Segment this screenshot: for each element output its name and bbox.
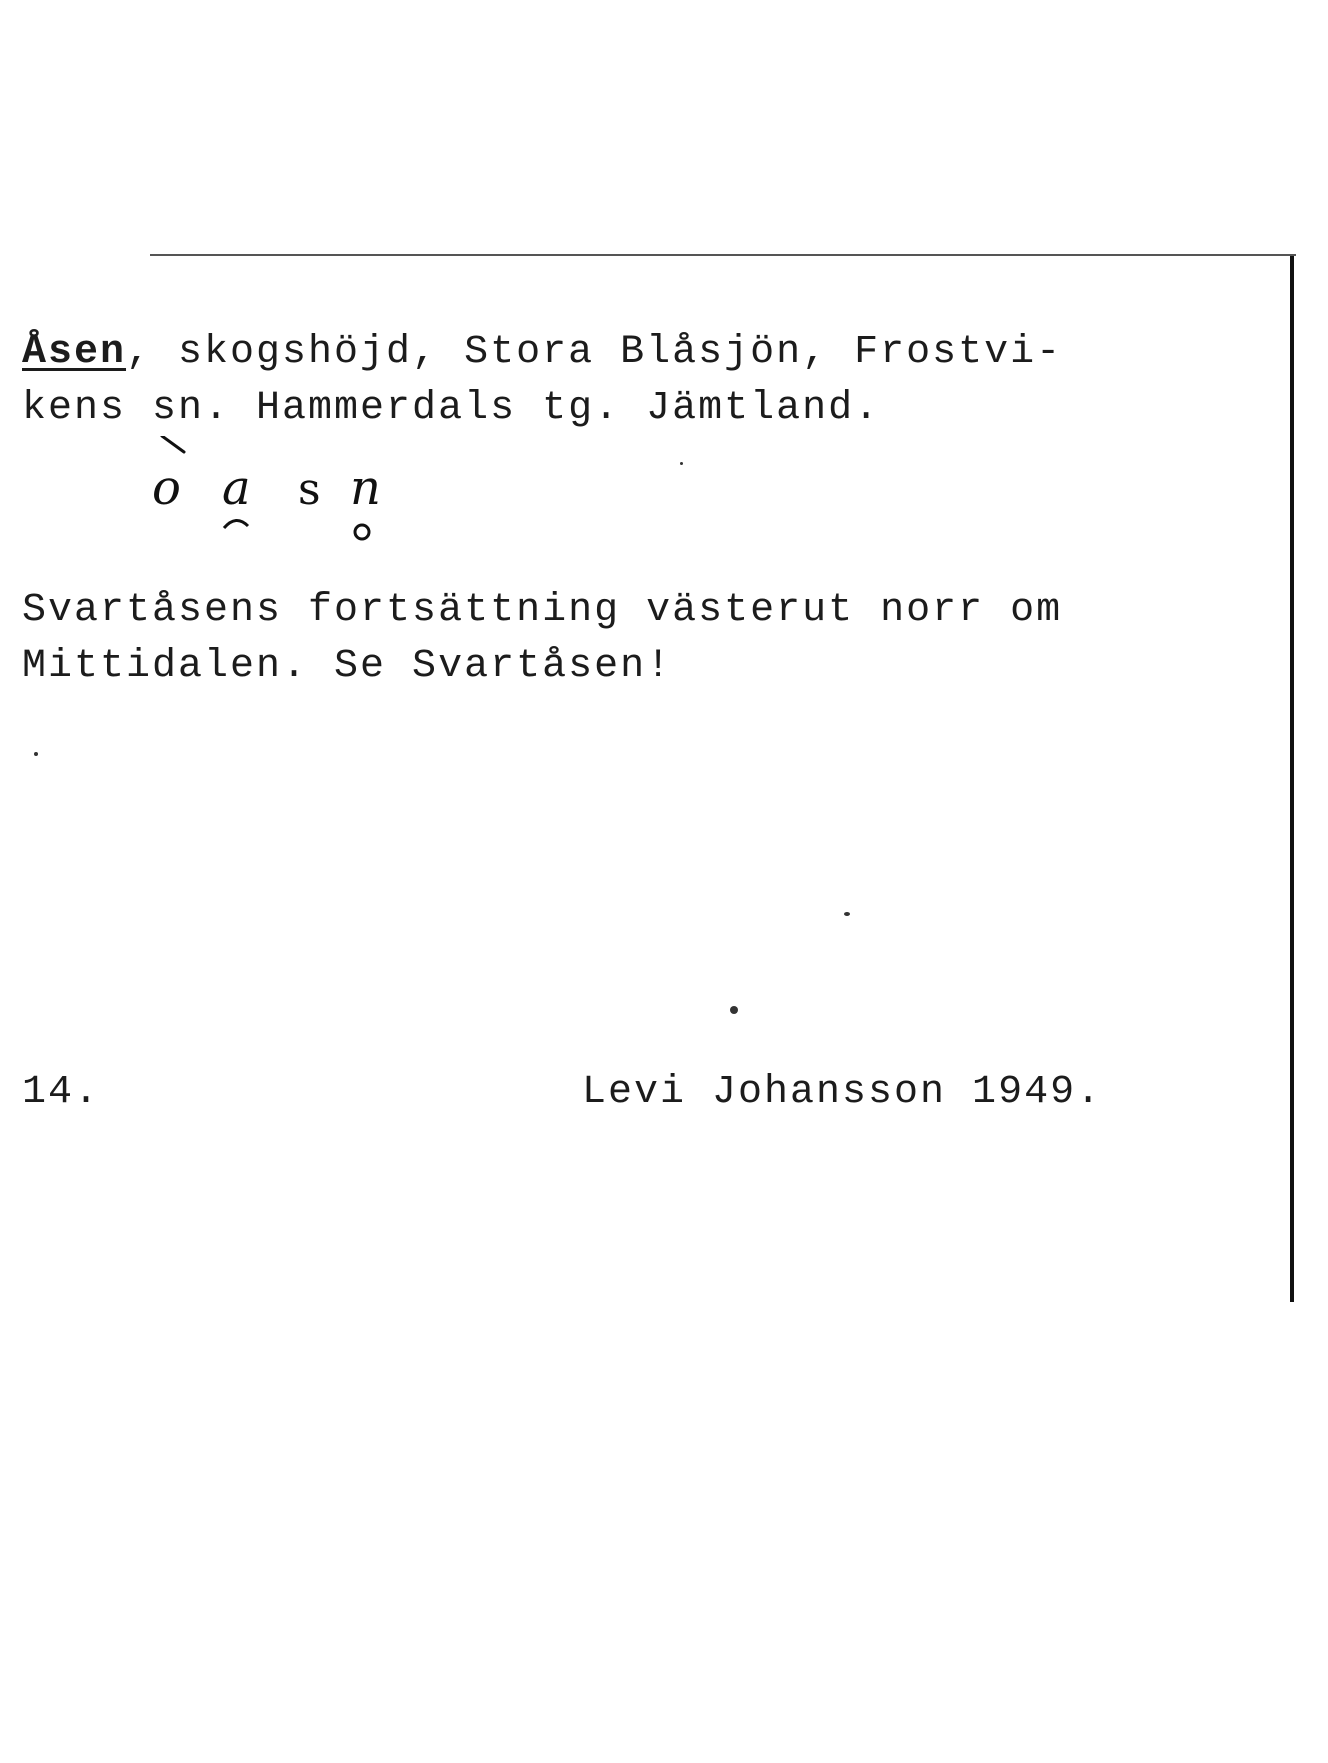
card-top-border [150,254,1296,256]
headword: Åsen [22,330,127,375]
phonetic-glyph-o: o [152,460,181,516]
voiceless-ring-mark [355,525,369,539]
signature: Levi Johansson 1949. [582,1070,1103,1115]
phonetic-transcription [150,436,410,546]
ink-speck [680,462,683,465]
phonetic-glyph-n: n [350,460,381,516]
ink-speck [730,1006,738,1014]
description-line-1: Svartåsens fortsättning västerut norr om [22,588,1063,633]
card-right-border [1290,256,1294,1302]
grave-accent-mark [162,436,184,452]
entry-line-2: kens sn. Hammerdals tg. Jämtland. [22,386,881,431]
open-vowel-mark [224,520,248,528]
phonetic-glyph-a: a [222,460,251,516]
card-number: 14. [22,1070,101,1115]
phonetic-glyph-s: s [298,464,321,515]
entry-line-1 [22,326,1062,380]
entry-line-1-rest: , skogshöjd, Stora Blåsjön, Frostvi- [126,330,1063,375]
ink-speck [34,752,38,756]
ink-speck [844,912,850,916]
description-line-2: Mittidalen. Se Svartåsen! [22,644,673,689]
